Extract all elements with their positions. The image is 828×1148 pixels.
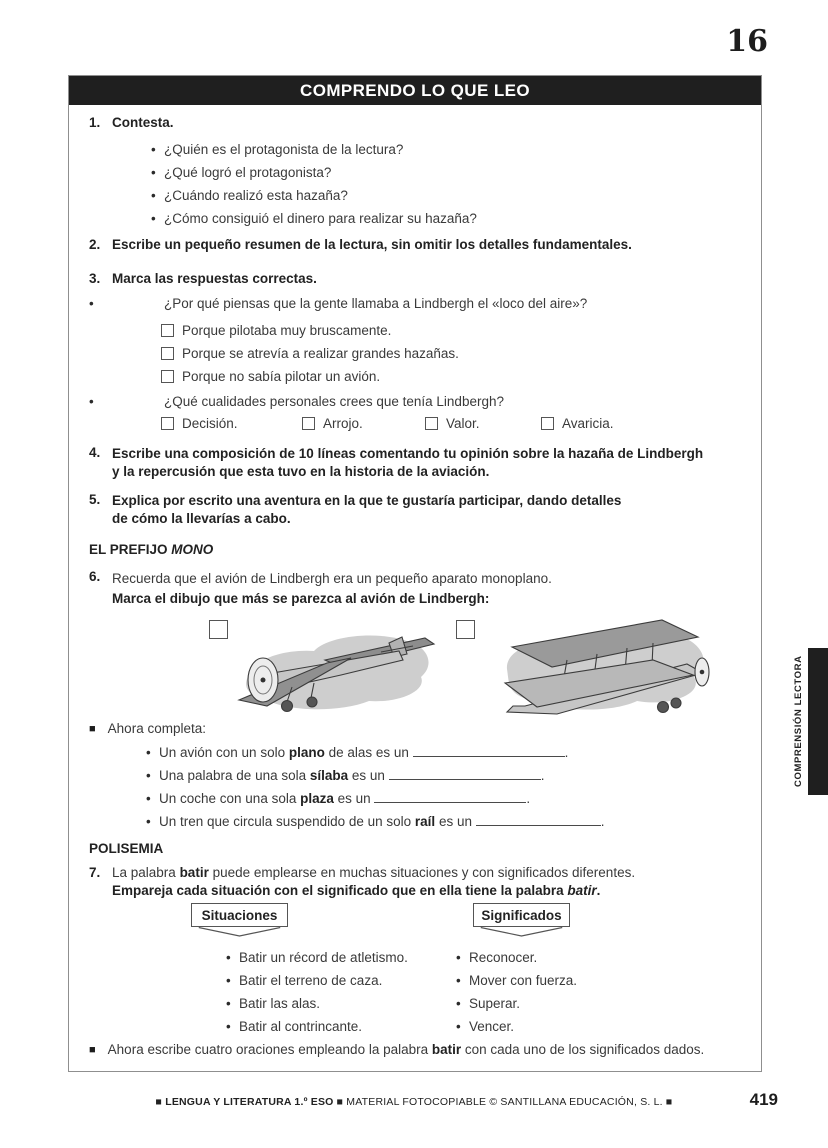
question-3 xyxy=(89,271,743,286)
checkbox-biplane[interactable] xyxy=(456,620,475,639)
option xyxy=(161,416,302,431)
section-heading-mono xyxy=(89,542,743,557)
banner-label: Situaciones xyxy=(191,903,288,927)
completa-items xyxy=(89,741,743,833)
side-tab-block xyxy=(808,648,828,795)
banner-label: Significados xyxy=(473,903,570,927)
list-item: • ¿Quién es el protagonista de la lectura? xyxy=(151,138,743,161)
question-number: 5. xyxy=(89,492,101,507)
question-3-sub2: • ¿Qué cualidades personales crees que tenía Lindbergh? xyxy=(89,390,743,413)
option-label: Porque no sabía pilotar un avión. xyxy=(182,369,381,384)
option-row xyxy=(161,342,743,365)
answer-blank[interactable] xyxy=(476,814,601,826)
list-item[interactable]: • Superar. xyxy=(456,992,577,1015)
significados-banner xyxy=(473,903,570,937)
answer-blank[interactable] xyxy=(389,768,541,780)
banner-chevron-icon xyxy=(191,927,288,937)
question-number: 6. xyxy=(89,569,101,584)
question-prompt-line1: Escribe una composición de 10 líneas comentando tu opinión sobre la hazaña de Lindbergh xyxy=(112,446,704,461)
list-item[interactable]: • Mover con fuerza. xyxy=(456,969,577,992)
fill-in-item: • Un tren que circula suspendido de un solo raíl es un . xyxy=(146,810,743,833)
question-1-bullets xyxy=(89,138,743,230)
answer-blank[interactable] xyxy=(374,791,526,803)
question-4 xyxy=(89,445,743,481)
footer-copyright: ■ MATERIAL FOTOCOPIABLE © SANTILLANA EDUCACIÓN, S. L. ■ xyxy=(336,1096,673,1108)
section-heading-polisemia: POLISEMIA xyxy=(89,841,164,856)
unit-number: 16 xyxy=(726,24,768,59)
section-heading-text: EL PREFIJO xyxy=(89,542,172,557)
section-heading-italic: MONO xyxy=(171,542,214,557)
answer-blank[interactable] xyxy=(413,745,565,757)
checkbox[interactable] xyxy=(161,370,174,383)
plane-choice-row xyxy=(89,613,743,717)
list-item[interactable]: • Batir al contrincante. xyxy=(226,1015,419,1038)
question-3-sub1: • ¿Por qué piensas que la gente llamaba a Lindbergh el «loco del aire»? xyxy=(89,292,743,315)
question-3-qualities xyxy=(89,416,743,431)
option-label: Arrojo. xyxy=(323,416,363,431)
question-number: 4. xyxy=(89,445,101,460)
list-item: • ¿Qué logró el protagonista? xyxy=(151,161,743,184)
option-label: Valor. xyxy=(446,416,480,431)
match-lists xyxy=(89,946,743,1038)
option xyxy=(302,416,425,431)
worksheet-frame xyxy=(68,75,762,1072)
option-label: Porque se atrevía a realizar grandes hazañas. xyxy=(182,346,459,361)
fill-in-item: • Un avión con un solo plano de alas es un . xyxy=(146,741,743,764)
question-prompt: Marca las respuestas correctas. xyxy=(112,271,317,286)
question-prompt: Escribe un pequeño resumen de la lectura, sin omitir los detalles fundamentales. xyxy=(112,237,632,252)
list-item[interactable]: • Batir el terreno de caza. xyxy=(226,969,419,992)
question-number: 2. xyxy=(89,237,101,252)
banner-chevron-icon xyxy=(473,927,570,937)
option-label: Avaricia. xyxy=(562,416,614,431)
question-prompt-line2: y la repercusión que esta tuvo en la historia de la aviación. xyxy=(112,464,490,479)
question-text-line1: Recuerda que el avión de Lindbergh era un pequeño aparato monoplano. xyxy=(112,571,552,586)
question-2 xyxy=(89,237,743,252)
worksheet-title-bar xyxy=(69,76,761,105)
option-label: Decisión. xyxy=(182,416,238,431)
checkbox-monoplane[interactable] xyxy=(209,620,228,639)
question-number: 3. xyxy=(89,271,101,286)
option xyxy=(541,416,614,431)
side-tab xyxy=(793,648,828,795)
footer-series: ■ LENGUA Y LITERATURA 1.º ESO xyxy=(155,1096,337,1108)
completa-heading xyxy=(89,721,743,736)
list-item: • ¿Cuándo realizó esta hazaña? xyxy=(151,184,743,207)
list-item[interactable]: • Reconocer. xyxy=(456,946,577,969)
option-row xyxy=(161,365,743,388)
worksheet-body xyxy=(69,115,761,1057)
page-number: 419 xyxy=(749,1090,778,1109)
option xyxy=(425,416,541,431)
completa-label: Ahora completa: xyxy=(107,721,206,736)
checkbox[interactable] xyxy=(541,417,554,430)
worksheet-title: COMPRENDO LO QUE LEO xyxy=(300,80,530,100)
checkbox[interactable] xyxy=(302,417,315,430)
situaciones-list xyxy=(226,946,419,1038)
match-banners xyxy=(89,903,743,937)
question-number: 1. xyxy=(89,115,101,130)
question-5 xyxy=(89,492,743,528)
question-text-line2: Marca el dibujo que más se parezca al avión de Lindbergh: xyxy=(112,591,490,606)
question-3-options xyxy=(89,319,743,388)
fill-in-item: • Un coche con una sola plaza es un . xyxy=(146,787,743,810)
list-item[interactable]: • Batir las alas. xyxy=(226,992,419,1015)
list-item[interactable]: • Vencer. xyxy=(456,1015,577,1038)
checkbox[interactable] xyxy=(161,324,174,337)
list-item: • ¿Cómo consiguió el dinero para realizar su hazaña? xyxy=(151,207,743,230)
question-prompt-line2: de cómo la llevarías a cabo. xyxy=(112,511,291,526)
situaciones-banner xyxy=(191,903,288,937)
final-instruction: ■ Ahora escribe cuatro oraciones empleando la palabra batir con cada uno de los significados dados. xyxy=(89,1042,743,1057)
option-row xyxy=(161,319,743,342)
checkbox[interactable] xyxy=(425,417,438,430)
side-tab-label: COMPRENSIÓN LECTORA xyxy=(793,655,804,788)
footer xyxy=(0,1096,828,1108)
question-6 xyxy=(89,569,743,609)
list-item[interactable]: • Batir un récord de atletismo. xyxy=(226,946,419,969)
question-7: 7. La palabra batir puede emplearse en muchas situaciones y con significados diferentes. Empareja cada situación con el significado que en ella tiene la palabra batir. xyxy=(89,865,743,901)
checkbox[interactable] xyxy=(161,417,174,430)
question-prompt-line1: Explica por escrito una aventura en la que te gustaría participar, dando detalles xyxy=(112,493,622,508)
checkbox[interactable] xyxy=(161,347,174,360)
significados-list xyxy=(456,946,577,1038)
biplane-illustration xyxy=(477,615,717,717)
fill-in-item: • Una palabra de una sola sílaba es un . xyxy=(146,764,743,787)
monoplane-illustration xyxy=(229,621,444,716)
question-number: 7. xyxy=(89,865,101,880)
question-prompt: Contesta. xyxy=(112,115,174,130)
question-1 xyxy=(89,115,743,130)
option-label: Porque pilotaba muy bruscamente. xyxy=(182,323,392,338)
